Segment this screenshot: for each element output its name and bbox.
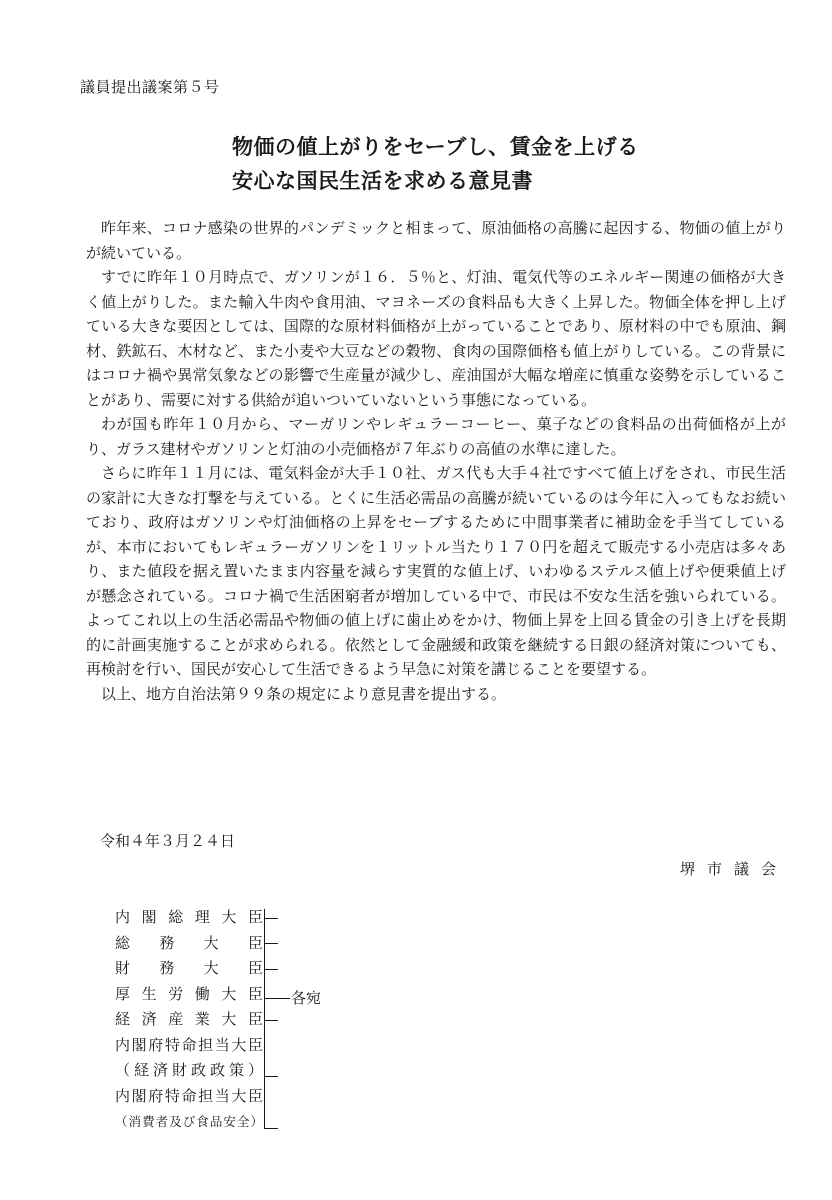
recipient-item [115,905,263,931]
bracket-tick [264,918,278,919]
recipient-sublabel: （消費者及び食品安全） [115,1114,263,1129]
title-line-2: 安心な国民生活を求める意見書 [232,169,533,193]
recipient-item [115,956,263,982]
recipient-list [115,905,263,1135]
paragraph: 以上、地方自治法第９９条の規定により意見書を提出する。 [101,684,507,703]
recipient-label: 内閣府特命担当大臣 [115,1035,263,1054]
recipient-item [115,931,263,957]
title-line-1: 物価の値上がりをセーブし、賃金を上げる [232,135,639,159]
bracket-tick [264,1128,278,1129]
recipient-label: 厚生労働大臣 [115,984,263,1003]
recipient-item [115,1033,263,1059]
bracket-tick [264,943,278,944]
bracket-tick [264,1020,278,1021]
document-body [86,216,786,706]
recipient-item [115,1007,263,1033]
document-title [232,130,639,198]
recipient-label: 財務大臣 [115,959,263,977]
recipient-item [115,1084,263,1110]
paragraph: さらに昨年１１月には、電気料金が大手１０社、ガス代も大手４社ですべて値上げをされ、市民生活の家計に大きな打撃を与えている。とくに生活必需品の高騰が続いているのは今年に入ってもなお続いており、政府はガソリンや灯油価格の上昇をセーブするために中間事業者に補助金を手当てしているが、本市においてもレギュラーガソリンを１リットル当たり１７０円を超えて販売する小売店は多々あり、また値段を据え置いたまま内容量を減らす実質的な値上げ、いわゆるステルス値上げや便乗値上げが懸念されている。コロナ禍で生活困窮者が増加している中で、市民は不安な生活を強いられている。よってこれ以上の生活必需品や物価の値上げに歯止めをかけ、物価上昇を上回る賃金の引き上げを長期的に計画実施することが求められる。依然として金融緩和政策を継続する日銀の経済対策についても、再検討を行い、国民が安心して生活できるよう早急に対策を講じることを要望する。 [86,464,786,678]
paragraph: すでに昨年１０月時点で、ガソリンが１６．５％と、灯油、電気代等のエネルギー関連の価格が大きく値上がりした。また輸入牛肉や食用油、マヨネーズの食料品も大きく上昇した。物価全体を押し上げている大きな要因としては、国際的な原材料価格が上がっていることであり、原材料の中でも原油、鋼材、鉄鉱石、木材など、また小麦や大豆などの穀物、食肉の国際価格も値上がりしている。この背景にはコロナ禍や異常気象などの影響で生産量が減少し、産油国が大幅な増産に慎重な姿勢を示していることがあり、需要に対する供給が追いついていないという事態になっている。 [86,268,786,409]
signer: 堺市議会 [679,860,788,878]
recipient-item [115,1058,263,1084]
case-number: 議員提出議案第５号 [80,78,220,96]
recipient-bracket [264,909,265,1129]
bracket-tick [264,1076,278,1077]
recipient-item [115,1109,263,1135]
bracket-connector [264,998,290,999]
paragraph: わが国も昨年１０月から、マーガリンやレギュラーコーヒー、菓子などの食料品の出荷価格が上がり、ガラス建材やガソリンと灯油の小売価格が７年ぶりの高値の水準に達した。 [86,415,786,458]
bracket-tick [264,969,278,970]
paragraph: 昨年来、コロナ感染の世界的パンデミックと相まって、原油価格の高騰に起因する、物価の値上がりが続いている。 [86,219,786,262]
destination-label: 各宛 [291,989,322,1007]
recipient-label: 経済産業大臣 [115,1010,263,1028]
recipient-label: 内閣総理大臣 [115,908,263,926]
recipient-label: 総務大臣 [115,933,263,952]
recipient-sublabel: （経済財政政策） [115,1061,263,1079]
recipient-label: 内閣府特命担当大臣 [115,1086,263,1105]
recipient-item [115,982,263,1008]
document-date: 令和４年３月２４日 [100,832,236,850]
